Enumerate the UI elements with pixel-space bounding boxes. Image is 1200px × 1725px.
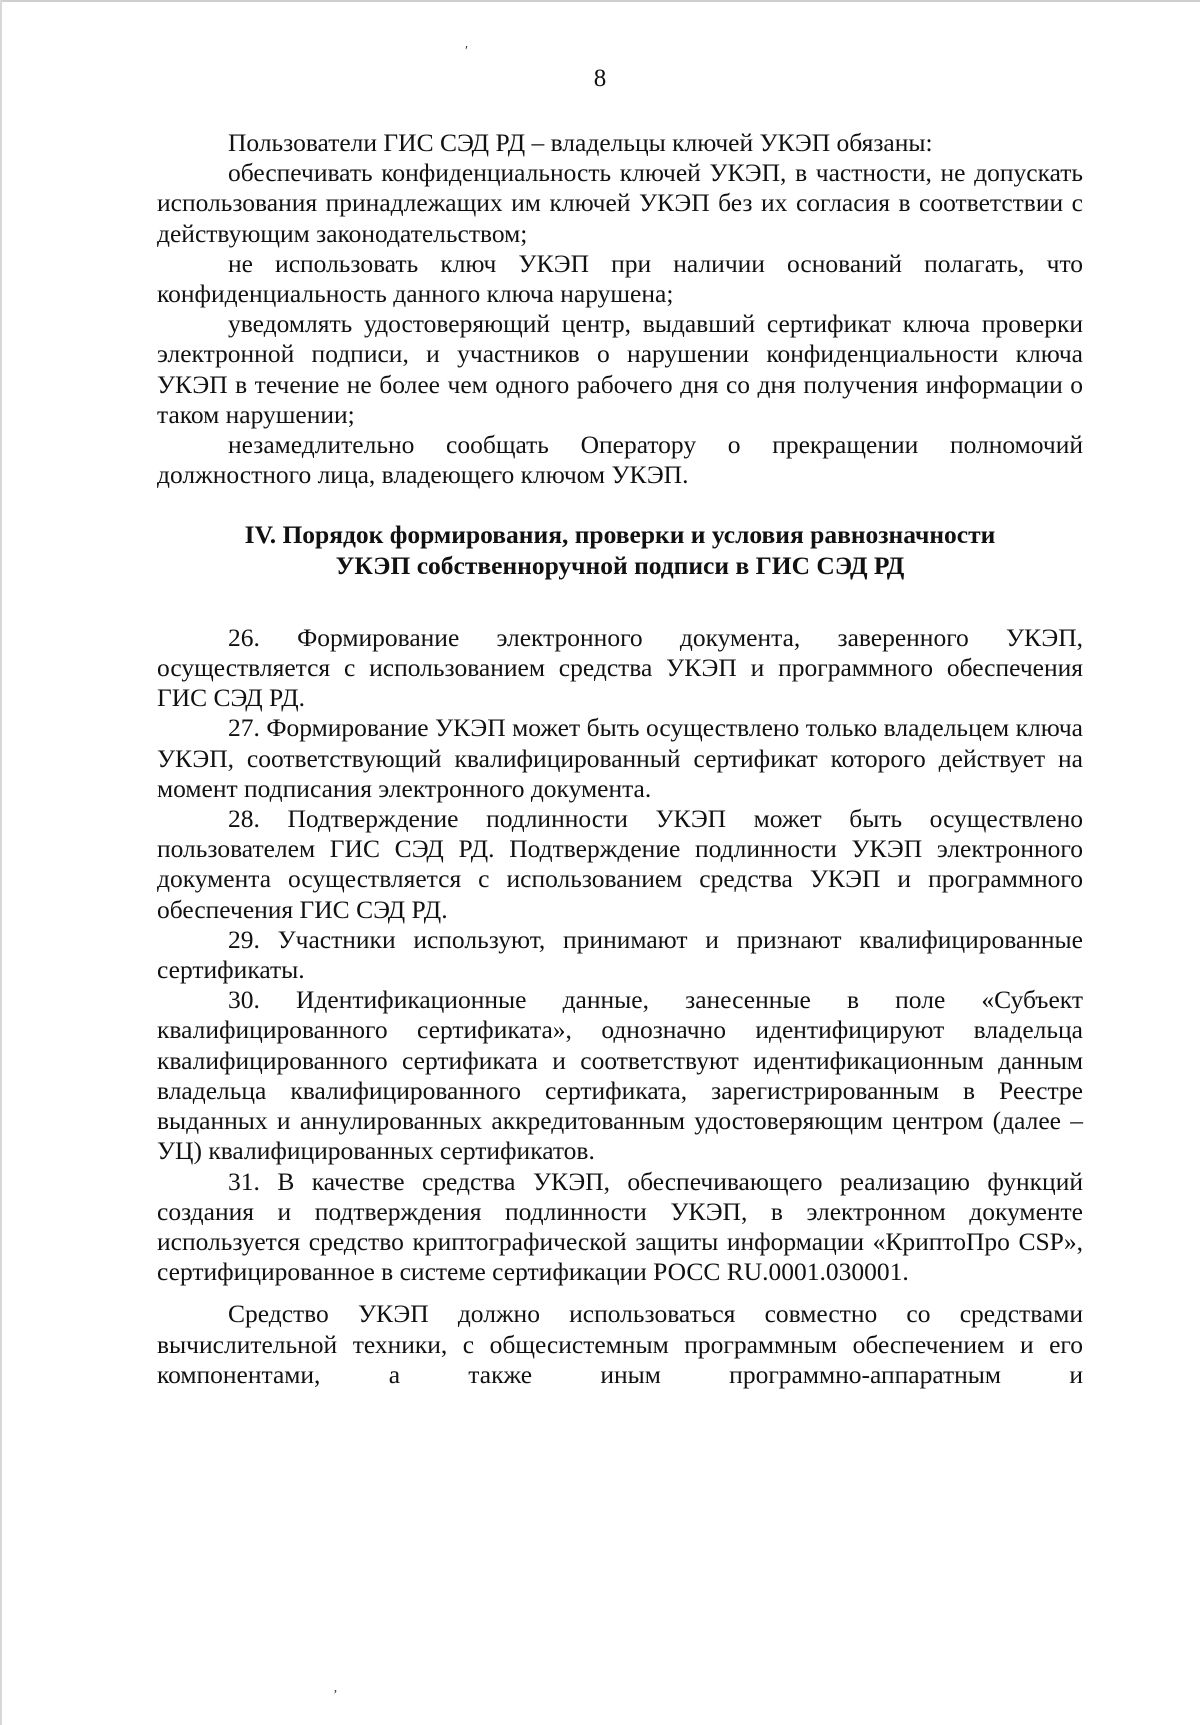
spacer [157, 581, 1083, 623]
clause-30: 30. Идентификационные данные, занесенные в поле «Субъект квалифицированного сертификата», однозначно идентифицируют владельца квалифицированного сертификата и соответствуют идентификационным данным владельца квалифицированного сертификата, зарегистрированным в Реестре выданных и аннулированных аккредитованным удостоверяющим центром (далее – УЦ) квалифицированных сертификатов. [157, 985, 1083, 1166]
document-body [157, 128, 1083, 1390]
scan-edge-top [0, 0, 1200, 2]
section-heading-line-2: УКЭП собственноручной подписи в ГИС СЭД РД [335, 550, 905, 580]
paragraph-notify-center: уведомлять удостоверяющий центр, выдавший сертификат ключа проверки электронной подписи, и участников о нарушении конфиденциальности ключа УКЭП в течение не более чем одного рабочего дня со дня получения информации о таком нарушении; [157, 309, 1083, 429]
clause-28: 28. Подтверждение подлинности УКЭП может быть осуществлено пользователем ГИС СЭД РД. Подтверждение подлинности УКЭП электронного документа осуществляется с использованием средства УКЭП и программного обеспечения ГИС СЭД РД. [157, 804, 1083, 924]
paragraph-obligations-intro: Пользователи ГИС СЭД РД – владельцы ключей УКЭП обязаны: [228, 128, 933, 157]
section-heading-line-1: IV. Порядок формирования, проверки и условия равнозначности [244, 520, 996, 550]
clause-27: 27. Формирование УКЭП может быть осуществлено только владельцем ключа УКЭП, соответствующий квалифицированный сертификат которого действует на момент подписания электронного документа. [157, 713, 1083, 803]
spacer [157, 1287, 1083, 1299]
paragraph-do-not-use-key: не использовать ключ УКЭП при наличии оснований полагать, что конфиденциальность данного ключа нарушена; [157, 248, 1083, 309]
clause-31: 31. В качестве средства УКЭП, обеспечивающего реализацию функций создания и подтверждения подлинности УКЭП, в электронном документе используется средство криптографической защиты информации «КриптоПро CSP», сертифицированное в системе сертификации РОСС RU.0001.030001. [157, 1166, 1083, 1287]
scan-speck: ′ [465, 44, 469, 59]
page-number: 8 [593, 65, 607, 92]
section-heading [157, 520, 1083, 580]
clause-29: 29. Участники используют, принимают и признают квалифицированные сертификаты. [157, 924, 1083, 985]
paragraph-ukep-tools: Средство УКЭП должно использоваться совместно со средствами вычислительной техники, с общесистемным программным обеспечением и его компонентами, а также иным программно-аппаратным и [157, 1299, 1083, 1389]
paragraph-inform-operator: незамедлительно сообщать Оператору о прекращении полномочий должностного лица, владеющего ключом УКЭП. [157, 430, 1083, 490]
paragraph-confidentiality: обеспечивать конфиденциальность ключей УКЭП, в частности, не допускать использования принадлежащих им ключей УКЭП без их согласия в соответствии с действующим законодательством; [157, 158, 1083, 248]
scan-speck: ’ [333, 1688, 338, 1703]
scan-edge-left [0, 0, 2, 1725]
clause-26: 26. Формирование электронного документа, заверенного УКЭП, осуществляется с использованием средства УКЭП и программного обеспечения ГИС СЭД РД. [157, 622, 1083, 713]
